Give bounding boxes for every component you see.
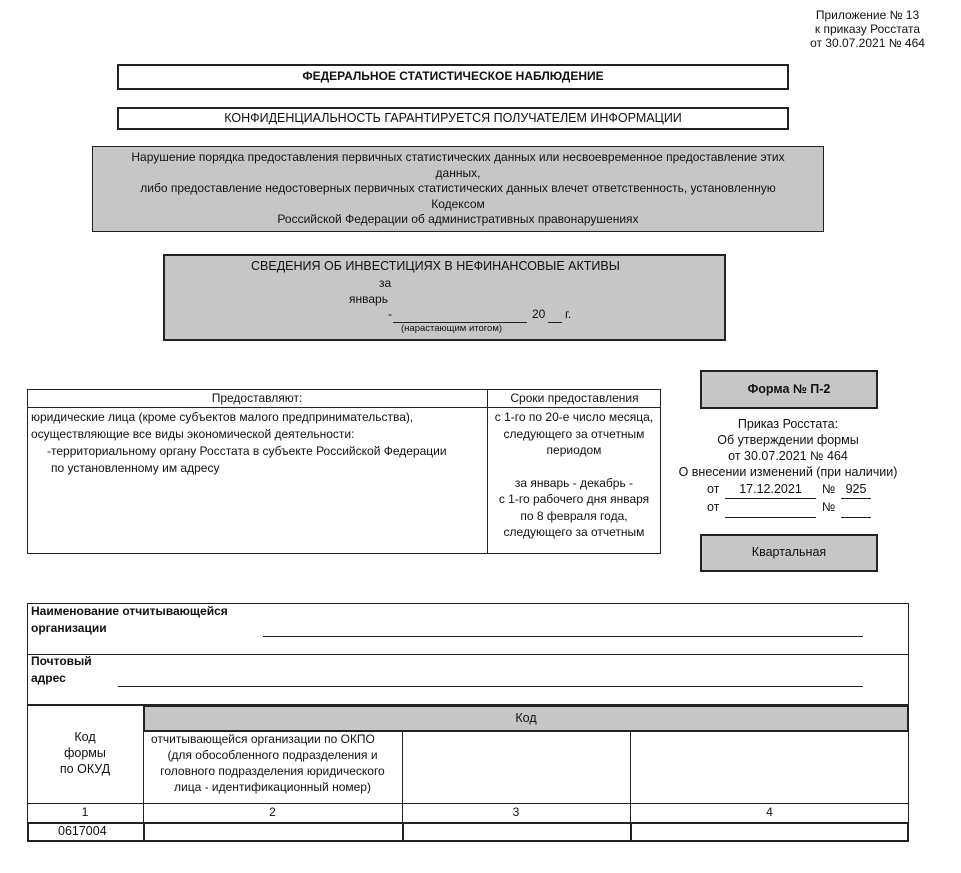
amend-no-1: № bbox=[822, 482, 836, 496]
confidentiality-header bbox=[117, 107, 789, 130]
code-cell-3[interactable] bbox=[404, 824, 628, 840]
deadline-line-6: по 8 февраля года, bbox=[520, 508, 628, 523]
submitters-header: Предоставляют: bbox=[211, 391, 303, 405]
submitter-line-4: по установленному им адресу bbox=[51, 461, 220, 475]
okud-label-3: по ОКУД bbox=[59, 762, 111, 776]
order-line-2: Об утверждении формы bbox=[717, 433, 859, 447]
period-month: январь bbox=[349, 292, 388, 306]
postal-address-label-1: Почтовый bbox=[31, 654, 92, 668]
appendix-line-2: к приказу Росстата bbox=[814, 22, 921, 36]
deadline-line-3: периодом bbox=[546, 443, 602, 457]
form-number-box bbox=[700, 370, 878, 409]
year-suffix: г. bbox=[565, 307, 572, 321]
col-num-2: 2 bbox=[269, 805, 276, 819]
year-prefix: 20 bbox=[532, 307, 546, 321]
org-name-label-2: организации bbox=[31, 621, 107, 635]
amend-ot-2: от bbox=[707, 500, 720, 514]
amend-date[interactable]: 17.12.2021 bbox=[739, 482, 802, 496]
periodicity-box bbox=[700, 534, 878, 572]
okpo-label-1: отчитывающейся организации по ОКПО bbox=[151, 732, 375, 746]
submitter-line-3: -территориальному органу Росстата в субъекте Российской Федерации bbox=[47, 444, 447, 458]
postal-address-field[interactable] bbox=[118, 686, 863, 687]
deadline-line-4: за январь - декабрь - bbox=[514, 475, 634, 490]
period-dash: - bbox=[388, 307, 392, 321]
form-number: Форма № П-2 bbox=[747, 382, 831, 396]
okpo-label-3: головного подразделения юридического bbox=[160, 764, 385, 778]
okpo-label-4: лица - идентификационный номер) bbox=[174, 780, 371, 794]
appendix-line-1: Приложение № 13 bbox=[815, 8, 920, 22]
warning-line-2: данных, bbox=[435, 165, 481, 180]
year-blank[interactable] bbox=[548, 322, 562, 323]
org-name-label-1: Наименование отчитывающейся bbox=[31, 604, 228, 618]
report-title: СВЕДЕНИЯ ОБ ИНВЕСТИЦИЯХ В НЕФИНАНСОВЫЕ АКТИВЫ bbox=[251, 259, 620, 273]
warning-line-3: либо предоставление недостоверных первичных статистических данных влечет ответственность, установленную bbox=[140, 181, 776, 196]
amend-number-blank[interactable] bbox=[841, 517, 871, 518]
col-num-4: 4 bbox=[766, 805, 773, 819]
deadline-line-1: с 1-го по 20-е число месяца, bbox=[494, 410, 654, 424]
code-cell-4[interactable] bbox=[632, 824, 905, 840]
periodicity: Квартальная bbox=[751, 545, 827, 559]
okud-label-1: Код bbox=[74, 730, 96, 744]
order-line-4: О внесении изменений (при наличии) bbox=[678, 465, 898, 479]
submitter-line-1: юридические лица (кроме субъектов малого предпринимательства), bbox=[31, 410, 414, 424]
okpo-code-cell[interactable] bbox=[145, 824, 400, 840]
code-header-text: Код bbox=[515, 711, 537, 725]
okud-label-2: формы bbox=[64, 746, 106, 760]
federal-observation-header bbox=[117, 64, 789, 90]
order-line-1: Приказ Росстата: bbox=[737, 417, 839, 431]
code-header bbox=[143, 705, 909, 732]
confidentiality-text: КОНФИДЕНЦИАЛЬНОСТЬ ГАРАНТИРУЕТСЯ ПОЛУЧАТЕЛЕМ ИНФОРМАЦИИ bbox=[224, 111, 682, 125]
amend-no-2: № bbox=[822, 500, 836, 514]
amend-number[interactable]: 925 bbox=[845, 482, 867, 496]
report-title-block bbox=[163, 254, 726, 341]
warning-line-1: Нарушение порядка предоставления первичных статистических данных или несвоевременное предоставление этих bbox=[131, 150, 785, 164]
deadline-line-2: следующего за отчетным bbox=[503, 426, 645, 441]
amend-date-blank[interactable] bbox=[725, 517, 816, 518]
submitter-line-2: осуществляющие все виды экономической деятельности: bbox=[31, 427, 355, 441]
okud-code-value: 0617004 bbox=[58, 824, 107, 838]
cumulative-note: (нарастающим итогом) bbox=[401, 323, 503, 334]
warning-line-5: Российской Федерации об административных правонарушениях bbox=[277, 212, 639, 227]
col-num-1: 1 bbox=[81, 805, 89, 819]
postal-address-label-2: адрес bbox=[31, 671, 66, 685]
order-line-3: от 30.07.2021 № 464 bbox=[728, 449, 848, 463]
org-name-field[interactable] bbox=[263, 636, 863, 637]
deadline-line-5: с 1-го рабочего дня января bbox=[498, 492, 650, 506]
liability-warning bbox=[92, 146, 824, 232]
federal-observation-text: ФЕДЕРАЛЬНОЕ СТАТИСТИЧЕСКОЕ НАБЛЮДЕНИЕ bbox=[302, 69, 604, 83]
period-za: за bbox=[379, 276, 392, 290]
appendix-line-3: от 30.07.2021 № 464 bbox=[810, 36, 925, 50]
col-num-3: 3 bbox=[512, 805, 520, 819]
amend-ot-1: от bbox=[707, 482, 720, 496]
deadlines-header: Сроки предоставления bbox=[510, 391, 639, 405]
warning-line-4: Кодексом bbox=[431, 196, 485, 211]
deadline-line-7: следующего за отчетным bbox=[503, 525, 645, 539]
okpo-label-2: (для обособленного подразделения и bbox=[167, 748, 378, 762]
